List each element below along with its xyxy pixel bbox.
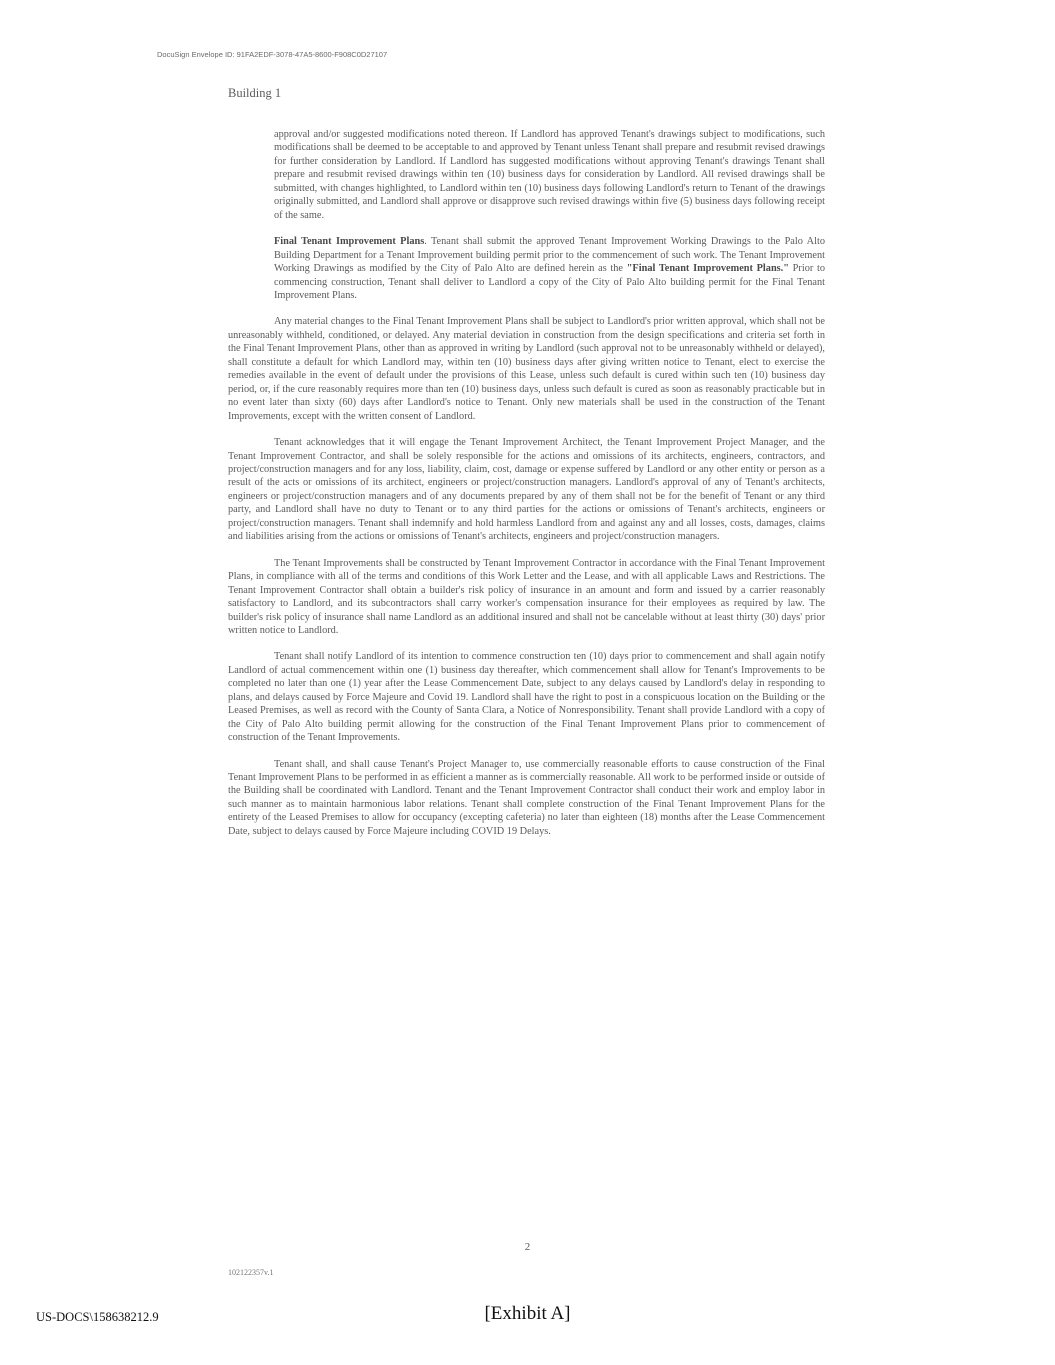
document-body [228, 128, 825, 851]
building-heading: Building 1 [228, 86, 282, 100]
exhibit-label: [Exhibit A] [484, 1303, 571, 1324]
final-plans-heading: Final Tenant Improvement Plans [274, 236, 425, 248]
paragraph-final-plans [274, 235, 825, 302]
final-plans-text-2: Prior to commencing construction, Tenant shall deliver to Landlord a copy of the City of Palo Alto building permit for the Final Tenant Improvement Plans. [274, 263, 825, 301]
paragraph-completion: Tenant shall, and shall cause Tenant's Project Manager to, use commercially reasonable efforts to cause construction of the Final Tenant Improvement Plans to be performed in as efficient a manner as is commercially reasonable. All work to be performed inside or outside of the Building shall be coordinated with Landlord. Tenant and the Tenant Improvement Contractor shall conduct their work and employ labor in such manner as to maintain harmonious labor relations. Tenant shall complete construction of the Final Tenant Improvement Plans for the entirety of the Leased Premises to allow for occupancy (excepting cafeteria) no later than eighteen (18) months after the Lease Commencement Date, subject to delays caused by Force Majeure including COVID 19 Delays. [228, 758, 825, 837]
final-plans-text-1: . Tenant shall submit the approved Tenant Improvement Working Drawings to the Palo Alto Building Department for a Tenant Improvement building permit prior to the commencement of such work. The Tenant Improvement Working Drawings as modified by the City of Palo Alto are defined herein as the [274, 236, 825, 275]
paragraph-commencement-notice: Tenant shall notify Landlord of its intention to commence construction ten (10) days prior to commencement and shall again notify Landlord of actual commencement within one (1) business day thereafter, which commencement shall allow for Tenant's Improvements to be completed no later than one (1) year after the Lease Commencement Date, subject to any delays caused by Landlord's delay in responding to plans, and delays caused by Force Majeure and Covid 19. Landlord shall have the right to post in a conspicuous location on the Building or the Leased Premises, as well as record with the County of Santa Clara, a Notice of Nonresponsibility. Tenant shall provide Landlord with a copy of the City of Palo Alto building permit allowing for the construction of the Final Tenant Improvement Plans prior to commencement of construction of the Tenant Improvements. [228, 651, 825, 744]
document-reference: 102122357v.1 [228, 1268, 274, 1277]
page-number: 2 [524, 1241, 531, 1253]
paragraph-material-changes: Any material changes to the Final Tenant Improvement Plans shall be subject to Landlord's prior written approval, which shall not be unreasonably withheld, conditioned, or delayed. Any material deviation in construction from the design specifications and criteria set forth in the Final Tenant Improvement Plans, other than as approved in writing by Landlord (such approval not to be unreasonably withheld or delayed), shall constitute a default for which Landlord may, within ten (10) business days after giving written notice to Tenant, elect to exercise the remedies available in the event of default under the provisions of this Lease, unless such default is cured within such ten (10) business day period, or, if the cure reasonably requires more than ten (10) business days, unless such default is cured as soon as reasonably practicable but in no event later than sixty (60) days after Landlord's notice to Tenant. Only new materials shall be used in the construction of the Tenant Improvements, except with the written consent of Landlord. [228, 316, 825, 422]
docusign-envelope-id: DocuSign Envelope ID: 91FA2EDF-3078-47A5-8600-F908C0D27107 [157, 50, 388, 59]
final-plans-defined-term: "Final Tenant Improvement Plans." [626, 263, 789, 275]
paragraph-construction-insurance: The Tenant Improvements shall be constructed by Tenant Improvement Contractor in accordance with the Final Tenant Improvement Plans, in compliance with all of the terms and conditions of this Work Letter and the Lease, and with all applicable Laws and Restrictions. The Tenant Improvement Contractor shall obtain a builder's risk policy of insurance in an amount and form and issued by a carrier reasonably satisfactory to Landlord, and its subcontractors shall carry worker's compensation insurance for their employees as required by law. The builder's risk policy of insurance shall name Landlord as an additional insured and shall not be cancelable without at least thirty (30) days' prior written notice to Landlord. [228, 557, 825, 636]
paragraph-architect-responsibility: Tenant acknowledges that it will engage the Tenant Improvement Architect, the Tenant Improvement Project Manager, and the Tenant Improvement Contractor, and shall be solely responsible for the actions and omissions of its architects, engineers, contractors, and project/construction managers and for any loss, liability, claim, cost, damage or expense suffered by Landlord or any other entity or person as a result of the acts or omissions of its architect, engineers or project/construction managers. Landlord's approval of any of Tenant's architects, engineers or project/construction managers and of any documents prepared by any of them shall not be for the benefit of Tenant or any third party, and Landlord shall have no duty to Tenant or to any third parties for the actions or omissions of Tenant's architects, engineers or project/construction managers. Tenant shall indemnify and hold harmless Landlord from and against any and all losses, costs, damages, claims and liabilities arising from the actions or omissions of Tenant's architects, engineers and project/construction managers. [228, 437, 825, 543]
footer-doc-id: US-DOCS\158638212.9 [36, 1310, 159, 1324]
paragraph-drawing-approval: approval and/or suggested modifications noted thereon. If Landlord has approved Tenant's drawings subject to modifications, such modifications shall be deemed to be acceptable to and approved by Tenant unless Tenant shall prepare and resubmit revised drawings for further consideration by Landlord. If Landlord has suggested modifications without approving Tenant's drawings Tenant shall prepare and resubmit revised drawings within ten (10) business days for consideration by Landlord. All revised drawings shall be submitted, with changes highlighted, to Landlord within ten (10) business days following Landlord's return to Tenant of the drawings originally submitted, and Landlord shall approve or disapprove such revised drawings within five (5) business days following receipt of the same. [274, 129, 825, 221]
